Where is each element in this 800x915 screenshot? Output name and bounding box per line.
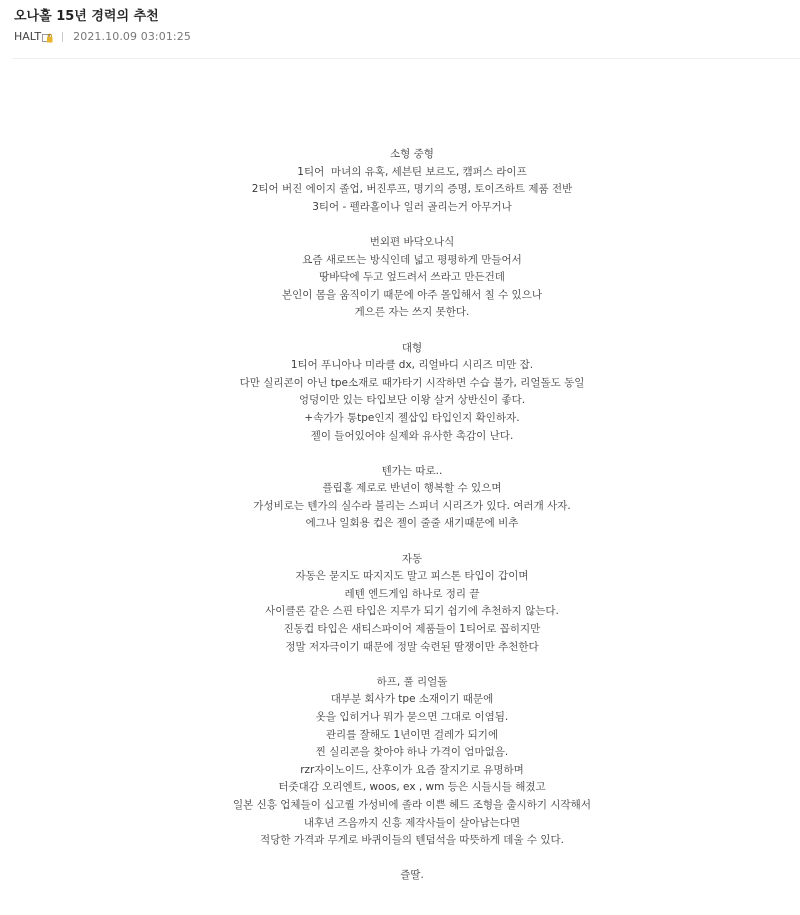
body-line: 진동컵 타입은 새티스파이어 제품들이 1티어로 꼽히지만 xyxy=(283,623,541,636)
blank-line xyxy=(12,533,800,551)
body-line: 다만 실리콘이 아닌 tpe소재로 때가타기 시작하면 수습 불가, 리얼돌도 동일 xyxy=(239,376,585,389)
body-line: 자동 xyxy=(401,552,423,565)
blank-line xyxy=(12,850,800,868)
blank-line xyxy=(12,216,800,234)
body-line: 적당한 가격과 무게로 바퀴이들의 텐덤석을 따뜻하게 데울 수 있다. xyxy=(260,834,564,847)
body-line: 내후년 즈음까지 신흥 제작사들이 살아남는다면 xyxy=(303,816,521,829)
body-line: 자동은 묻지도 따지지도 말고 피스톤 타입이 갑이며 xyxy=(295,570,529,583)
body-line: 대부분 회사가 tpe 소재이기 때문에 xyxy=(330,693,494,706)
post-title: 오나홀 15년 경력의 추천 xyxy=(14,9,159,24)
post-date: 2021.10.09 03:01:25 xyxy=(73,30,191,43)
body-line: 젤이 들어있어야 실제와 유사한 촉감이 난다. xyxy=(310,429,514,442)
meta-divider xyxy=(62,32,63,42)
body-line: 일본 신흥 업체들이 십고퀄 가성비에 졸라 이쁜 헤드 조형을 출시하기 시작해서 xyxy=(233,798,591,811)
body-line: 소형 중형 xyxy=(390,148,434,160)
body-line: 가성비로는 텐가의 실수라 불리는 스피너 시리즈가 있다. 여러개 사자. xyxy=(253,499,571,512)
post-body xyxy=(12,146,800,885)
post-meta xyxy=(14,30,191,43)
body-line: +속가가 통tpe인지 젤삽입 타입인지 확인하자. xyxy=(304,411,520,424)
body-line: 게으른 자는 쓰지 못한다. xyxy=(354,306,470,319)
blank-line xyxy=(12,656,800,674)
body-line: 레텐 엔드게임 하나로 정리 끝 xyxy=(344,587,480,600)
body-line: 엉덩이만 있는 타입보단 이왕 살거 상반신이 좋다. xyxy=(298,394,526,407)
body-line: 에그나 일회용 컵은 젤이 줄줄 새기때문에 비추 xyxy=(305,517,519,530)
body-line: rzr자이노이드, 산후이가 요즘 잘지기로 유명하며 xyxy=(300,763,524,776)
body-line: 요즘 새로뜨는 방식인데 넓고 평평하게 만들어서 xyxy=(302,253,522,266)
body-line: 번외편 바닥오나식 xyxy=(369,235,455,248)
body-line: 땅바닥에 두고 엎드려서 쓰라고 만든건데 xyxy=(319,271,505,284)
body-line: 정말 저자극이기 때문에 정말 숙련된 딸쟁이만 추천한다 xyxy=(285,640,539,653)
blank-line xyxy=(12,322,800,340)
body-line: 찐 실리콘을 찾아야 하나 가격이 엄마없음. xyxy=(315,746,509,759)
body-line: 플립홀 제로로 반년이 행복할 수 있으며 xyxy=(322,482,502,495)
body-line: 관리를 잘해도 1년이면 걸레가 되기에 xyxy=(325,728,499,741)
header-divider xyxy=(12,58,800,59)
body-line: 사이클론 같은 스핀 타입은 지루가 되기 쉽기에 추천하지 않는다. xyxy=(265,605,559,618)
body-line: 하프, 풀 리얼돌 xyxy=(376,675,448,688)
body-line: 즐딸. xyxy=(400,869,424,882)
body-line: 대형 xyxy=(401,341,423,354)
blank-line xyxy=(12,445,800,463)
body-line: 3티어 - 펠라홀이나 일러 골리는거 아무거나 xyxy=(312,200,512,213)
body-line: 1티어 푸니아나 미라클 dx, 리얼바디 시리즈 미만 잡. xyxy=(290,359,534,372)
author-name[interactable]: HALT xyxy=(14,30,42,43)
body-line: 터줏대감 오리엔트, woos, ex , wm 등은 시들시들 해졌고 xyxy=(278,781,546,794)
lock-icon xyxy=(42,32,53,43)
body-line: 텐가는 따로.. xyxy=(381,464,443,477)
body-line: 본인이 몸을 움직이기 때문에 아주 몰입해서 칠 수 있으나 xyxy=(282,288,542,301)
body-line: 2티어 버진 에이지 졸업, 버진루프, 명기의 증명, 토이즈하트 제품 전반 xyxy=(251,183,573,196)
body-line: 옷을 입히거나 뭐가 묻으면 그대로 이염됨. xyxy=(315,711,509,723)
body-line: 1티어 마녀의 유혹, 세븐틴 보르도, 캠퍼스 라이프 xyxy=(297,165,527,178)
